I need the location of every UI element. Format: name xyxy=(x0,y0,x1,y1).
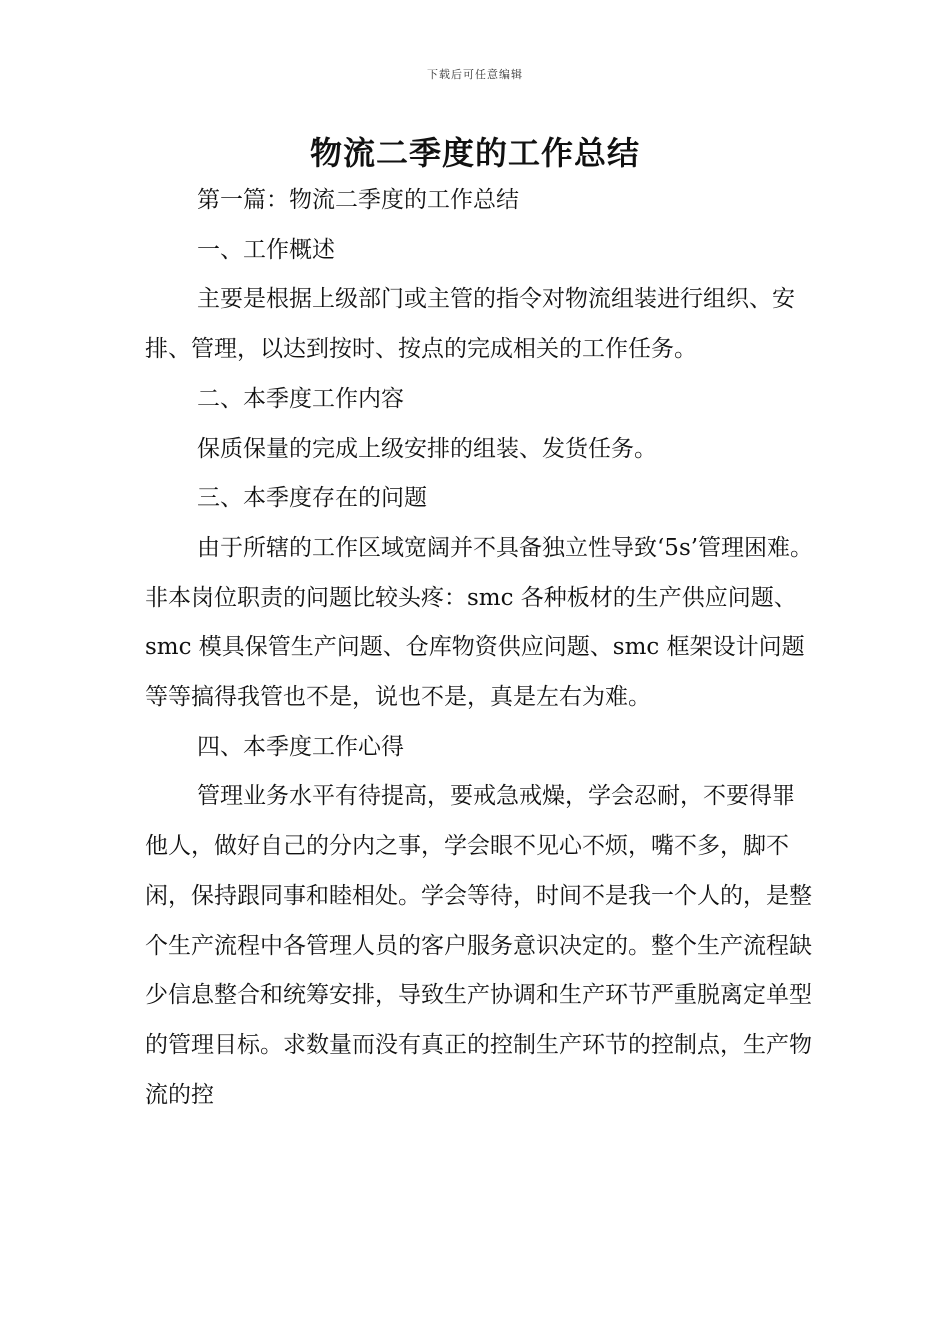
document-title: 物流二季度的工作总结 xyxy=(309,134,640,172)
section-heading-work-content: 二、本季度工作内容 xyxy=(197,385,404,412)
document-body xyxy=(145,176,815,1120)
section-heading-problems: 三、本季度存在的问题 xyxy=(197,485,427,512)
paragraph-problems: 由于所辖的工作区域宽阔并不具备独立性导致‘5s’管理困难。非本岗位职责的问题比较头疼：smc 各种板材的生产供应问题、smc 模具保管生产问题、仓库物资供应问题、smc 框架设计问题等等搞得我管也不是，说也不是，真是左右为难。 xyxy=(145,534,814,711)
section-heading-overview: 一、工作概述 xyxy=(197,236,335,263)
paragraph-experience: 管理业务水平有待提高，要戒急戒燥，学会忍耐，不要得罪他人，做好自己的分内之事，学会眼不见心不烦，嘴不多，脚不闲，保持跟同事和睦相处。学会等待，时间不是我一个人的，是整个生产流程中各管理人员的客户服务意识决定的。整个生产流程缺少信息整合和统筹安排，导致生产协调和生产环节严重脱离定单型的管理目标。求数量而没有真正的控制生产环节的控制点，生产物流的控 xyxy=(145,783,812,1108)
header-note: 下载后可任意编辑 xyxy=(427,68,523,81)
chapter-heading: 第一篇：物流二季度的工作总结 xyxy=(197,187,519,213)
paragraph-work-content: 保质保量的完成上级安排的组装、发货任务。 xyxy=(197,435,657,462)
section-heading-experience: 四、本季度工作心得 xyxy=(197,733,404,760)
paragraph-overview: 主要是根据上级部门或主管的指令对物流组装进行组织、安排、管理，以达到按时、按点的完成相关的工作任务。 xyxy=(145,286,795,363)
